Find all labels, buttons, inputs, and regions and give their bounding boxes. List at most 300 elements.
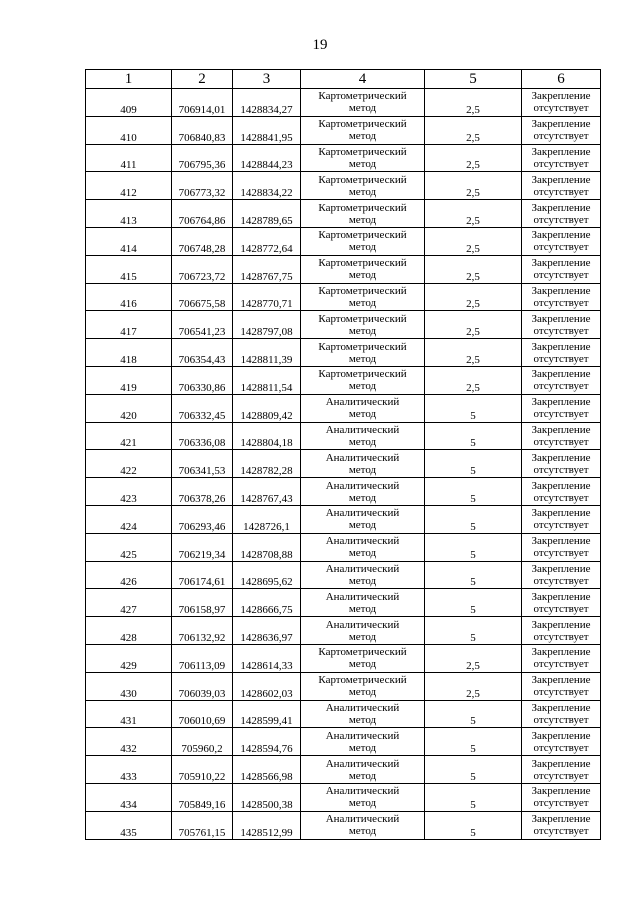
- method-name: Аналитический: [325, 813, 400, 826]
- x-coordinate-cell: 706132,92: [172, 617, 233, 645]
- table-row: [86, 227, 601, 255]
- x-coordinate-cell: 706293,46: [172, 505, 233, 533]
- fixing-label: Закрепление: [531, 368, 591, 381]
- method-cell: [301, 478, 425, 506]
- x-coordinate-cell: 706723,72: [172, 255, 233, 283]
- point-number-cell: 434: [86, 783, 172, 811]
- fixing-label: Закрепление: [531, 785, 591, 798]
- method-name: Аналитический: [325, 701, 400, 714]
- table-row: [86, 783, 601, 811]
- x-coordinate-cell: 706795,36: [172, 144, 233, 172]
- x-coordinate-cell: 706378,26: [172, 478, 233, 506]
- fixing-cell: [522, 533, 601, 561]
- point-number-cell: 421: [86, 422, 172, 450]
- method-name: Аналитический: [325, 785, 400, 798]
- point-number-cell: 420: [86, 394, 172, 422]
- fixing-label: Закрепление: [531, 229, 591, 242]
- fixing-label: Закрепление: [531, 451, 591, 464]
- fixing-label: Закрепление: [531, 618, 591, 631]
- method-name: Аналитический: [325, 396, 400, 409]
- point-number-cell: 410: [86, 116, 172, 144]
- y-coordinate-cell: 1428512,99: [233, 811, 301, 839]
- y-coordinate-cell: 1428614,33: [233, 644, 301, 672]
- table-row: [86, 617, 601, 645]
- fixing-cell: [522, 450, 601, 478]
- method-name: Картометрический: [318, 646, 407, 659]
- fixing-cell: [522, 783, 601, 811]
- y-coordinate-cell: 1428811,39: [233, 339, 301, 367]
- page-number: 19: [312, 37, 328, 53]
- y-coordinate-cell: 1428797,08: [233, 311, 301, 339]
- y-coordinate-cell: 1428782,28: [233, 450, 301, 478]
- accuracy-cell: 5: [425, 422, 522, 450]
- y-coordinate-cell: 1428666,75: [233, 589, 301, 617]
- fixing-cell: [522, 589, 601, 617]
- point-number-cell: 412: [86, 172, 172, 200]
- accuracy-cell: 2,5: [425, 339, 522, 367]
- method-cell: [301, 116, 425, 144]
- x-coordinate-cell: 705849,16: [172, 783, 233, 811]
- method-name: Аналитический: [325, 535, 400, 548]
- method-name: Картометрический: [318, 284, 407, 297]
- accuracy-cell: 5: [425, 505, 522, 533]
- method-name: Картометрический: [318, 229, 407, 242]
- fixing-label: Закрепление: [531, 396, 591, 409]
- column-header: 5: [425, 70, 522, 89]
- table-row: [86, 200, 601, 228]
- y-coordinate-cell: 1428602,03: [233, 672, 301, 700]
- accuracy-cell: 2,5: [425, 116, 522, 144]
- accuracy-cell: 2,5: [425, 672, 522, 700]
- method-cell: [301, 366, 425, 394]
- method-cell: [301, 811, 425, 839]
- y-coordinate-cell: 1428841,95: [233, 116, 301, 144]
- fixing-cell: [522, 728, 601, 756]
- accuracy-cell: 2,5: [425, 227, 522, 255]
- method-name: Картометрический: [318, 90, 407, 103]
- table-row: [86, 450, 601, 478]
- x-coordinate-cell: 706914,01: [172, 89, 233, 117]
- method-cell: [301, 311, 425, 339]
- fixing-status: отсутствует: [533, 547, 589, 560]
- fixing-label: Закрепление: [531, 646, 591, 659]
- method-cell: [301, 144, 425, 172]
- x-coordinate-cell: 705960,2: [172, 728, 233, 756]
- x-coordinate-cell: 706675,58: [172, 283, 233, 311]
- method-word: метод: [348, 797, 377, 810]
- accuracy-cell: 5: [425, 533, 522, 561]
- method-word: метод: [348, 825, 377, 838]
- method-name: Картометрический: [318, 201, 407, 214]
- point-number-cell: 425: [86, 533, 172, 561]
- fixing-label: Закрепление: [531, 562, 591, 575]
- fixing-label: Закрепление: [531, 90, 591, 103]
- fixing-cell: [522, 811, 601, 839]
- y-coordinate-cell: 1428636,97: [233, 617, 301, 645]
- method-cell: [301, 394, 425, 422]
- y-coordinate-cell: 1428834,27: [233, 89, 301, 117]
- x-coordinate-cell: 706332,45: [172, 394, 233, 422]
- table-row: [86, 644, 601, 672]
- method-word: метод: [348, 352, 377, 365]
- table-row: [86, 366, 601, 394]
- table-row: [86, 478, 601, 506]
- method-cell: [301, 422, 425, 450]
- fixing-status: отсутствует: [533, 713, 589, 726]
- column-header: 2: [172, 70, 233, 89]
- fixing-status: отсутствует: [533, 741, 589, 754]
- fixing-cell: [522, 366, 601, 394]
- fixing-cell: [522, 478, 601, 506]
- accuracy-cell: 2,5: [425, 89, 522, 117]
- point-number-cell: 419: [86, 366, 172, 394]
- method-name: Картометрический: [318, 340, 407, 353]
- fixing-status: отсутствует: [533, 241, 589, 254]
- x-coordinate-cell: 706764,86: [172, 200, 233, 228]
- accuracy-cell: 5: [425, 394, 522, 422]
- point-number-cell: 435: [86, 811, 172, 839]
- accuracy-cell: 5: [425, 700, 522, 728]
- fixing-status: отсутствует: [533, 574, 589, 587]
- accuracy-cell: 5: [425, 450, 522, 478]
- fixing-cell: [522, 561, 601, 589]
- x-coordinate-cell: 706158,97: [172, 589, 233, 617]
- y-coordinate-cell: 1428804,18: [233, 422, 301, 450]
- point-number-cell: 426: [86, 561, 172, 589]
- accuracy-cell: 5: [425, 617, 522, 645]
- accuracy-cell: 2,5: [425, 144, 522, 172]
- method-word: метод: [348, 296, 377, 309]
- fixing-label: Закрепление: [531, 312, 591, 325]
- fixing-cell: [522, 227, 601, 255]
- method-cell: [301, 756, 425, 784]
- method-word: метод: [348, 130, 377, 143]
- fixing-cell: [522, 283, 601, 311]
- method-word: метод: [348, 324, 377, 337]
- point-number-cell: 416: [86, 283, 172, 311]
- fixing-cell: [522, 617, 601, 645]
- fixing-label: Закрепление: [531, 729, 591, 742]
- fixing-status: отсутствует: [533, 380, 589, 393]
- fixing-label: Закрепление: [531, 674, 591, 687]
- fixing-status: отсутствует: [533, 491, 589, 504]
- point-number-cell: 409: [86, 89, 172, 117]
- fixing-status: отсутствует: [533, 435, 589, 448]
- method-cell: [301, 89, 425, 117]
- fixing-label: Закрепление: [531, 118, 591, 131]
- column-header: 3: [233, 70, 301, 89]
- fixing-label: Закрепление: [531, 173, 591, 186]
- method-cell: [301, 561, 425, 589]
- accuracy-cell: 5: [425, 756, 522, 784]
- fixing-label: Закрепление: [531, 757, 591, 770]
- fixing-cell: [522, 172, 601, 200]
- method-name: Аналитический: [325, 729, 400, 742]
- accuracy-cell: 2,5: [425, 283, 522, 311]
- fixing-status: отсутствует: [533, 102, 589, 115]
- method-word: метод: [348, 463, 377, 476]
- method-name: Картометрический: [318, 674, 407, 687]
- fixing-status: отсутствует: [533, 630, 589, 643]
- table-row: [86, 172, 601, 200]
- y-coordinate-cell: 1428726,1: [233, 505, 301, 533]
- point-number-cell: 424: [86, 505, 172, 533]
- fixing-cell: [522, 89, 601, 117]
- table-row: [86, 561, 601, 589]
- point-number-cell: 432: [86, 728, 172, 756]
- point-number-cell: 413: [86, 200, 172, 228]
- table-row: [86, 144, 601, 172]
- point-number-cell: 422: [86, 450, 172, 478]
- point-number-cell: 427: [86, 589, 172, 617]
- fixing-cell: [522, 339, 601, 367]
- method-word: метод: [348, 769, 377, 782]
- table-row: [86, 811, 601, 839]
- x-coordinate-cell: 706330,86: [172, 366, 233, 394]
- fixing-status: отсутствует: [533, 130, 589, 143]
- method-word: метод: [348, 602, 377, 615]
- fixing-status: отсутствует: [533, 686, 589, 699]
- fixing-label: Закрепление: [531, 813, 591, 826]
- method-word: метод: [348, 185, 377, 198]
- table-row: [86, 311, 601, 339]
- method-cell: [301, 283, 425, 311]
- method-cell: [301, 533, 425, 561]
- column-header: 6: [522, 70, 601, 89]
- method-cell: [301, 728, 425, 756]
- y-coordinate-cell: 1428566,98: [233, 756, 301, 784]
- fixing-label: Закрепление: [531, 535, 591, 548]
- method-cell: [301, 644, 425, 672]
- x-coordinate-cell: 705761,15: [172, 811, 233, 839]
- method-name: Аналитический: [325, 423, 400, 436]
- accuracy-cell: 2,5: [425, 366, 522, 394]
- y-coordinate-cell: 1428708,88: [233, 533, 301, 561]
- method-cell: [301, 672, 425, 700]
- y-coordinate-cell: 1428789,65: [233, 200, 301, 228]
- fixing-cell: [522, 394, 601, 422]
- y-coordinate-cell: 1428844,23: [233, 144, 301, 172]
- method-word: метод: [348, 574, 377, 587]
- point-number-cell: 423: [86, 478, 172, 506]
- fixing-cell: [522, 700, 601, 728]
- fixing-label: Закрепление: [531, 701, 591, 714]
- point-number-cell: 417: [86, 311, 172, 339]
- accuracy-cell: 5: [425, 811, 522, 839]
- method-word: метод: [348, 435, 377, 448]
- fixing-status: отсутствует: [533, 213, 589, 226]
- fixing-cell: [522, 116, 601, 144]
- accuracy-cell: 2,5: [425, 172, 522, 200]
- method-name: Картометрический: [318, 145, 407, 158]
- table-row: [86, 255, 601, 283]
- fixing-status: отсутствует: [533, 324, 589, 337]
- method-word: метод: [348, 269, 377, 282]
- method-name: Картометрический: [318, 257, 407, 270]
- method-word: метод: [348, 491, 377, 504]
- method-name: Аналитический: [325, 590, 400, 603]
- fixing-status: отсутствует: [533, 185, 589, 198]
- fixing-status: отсутствует: [533, 296, 589, 309]
- fixing-cell: [522, 144, 601, 172]
- fixing-cell: [522, 422, 601, 450]
- method-name: Аналитический: [325, 757, 400, 770]
- fixing-label: Закрепление: [531, 201, 591, 214]
- fixing-status: отсутствует: [533, 408, 589, 421]
- method-word: метод: [348, 102, 377, 115]
- fixing-label: Закрепление: [531, 423, 591, 436]
- method-name: Аналитический: [325, 562, 400, 575]
- method-word: метод: [348, 213, 377, 226]
- coordinates-table: [85, 69, 601, 840]
- method-word: метод: [348, 658, 377, 671]
- x-coordinate-cell: 706113,09: [172, 644, 233, 672]
- column-header: 4: [301, 70, 425, 89]
- table-row: [86, 422, 601, 450]
- point-number-cell: 430: [86, 672, 172, 700]
- fixing-label: Закрепление: [531, 479, 591, 492]
- table-row: [86, 283, 601, 311]
- x-coordinate-cell: 705910,22: [172, 756, 233, 784]
- fixing-status: отсутствует: [533, 157, 589, 170]
- table-row: [86, 533, 601, 561]
- column-header: 1: [86, 70, 172, 89]
- fixing-label: Закрепление: [531, 340, 591, 353]
- fixing-cell: [522, 311, 601, 339]
- y-coordinate-cell: 1428695,62: [233, 561, 301, 589]
- y-coordinate-cell: 1428594,76: [233, 728, 301, 756]
- fixing-cell: [522, 756, 601, 784]
- y-coordinate-cell: 1428500,38: [233, 783, 301, 811]
- method-cell: [301, 339, 425, 367]
- fixing-label: Закрепление: [531, 590, 591, 603]
- x-coordinate-cell: 706174,61: [172, 561, 233, 589]
- y-coordinate-cell: 1428834,22: [233, 172, 301, 200]
- method-name: Аналитический: [325, 507, 400, 520]
- method-word: метод: [348, 713, 377, 726]
- method-cell: [301, 227, 425, 255]
- accuracy-cell: 2,5: [425, 255, 522, 283]
- table-row: [86, 589, 601, 617]
- fixing-status: отсутствует: [533, 352, 589, 365]
- fixing-status: отсутствует: [533, 602, 589, 615]
- accuracy-cell: 5: [425, 589, 522, 617]
- point-number-cell: 428: [86, 617, 172, 645]
- accuracy-cell: 5: [425, 728, 522, 756]
- y-coordinate-cell: 1428767,75: [233, 255, 301, 283]
- method-word: метод: [348, 630, 377, 643]
- accuracy-cell: 2,5: [425, 644, 522, 672]
- method-name: Аналитический: [325, 618, 400, 631]
- method-cell: [301, 783, 425, 811]
- fixing-label: Закрепление: [531, 507, 591, 520]
- x-coordinate-cell: 706010,69: [172, 700, 233, 728]
- table-row: [86, 728, 601, 756]
- table-row: [86, 394, 601, 422]
- method-word: метод: [348, 741, 377, 754]
- point-number-cell: 429: [86, 644, 172, 672]
- table-row: [86, 700, 601, 728]
- fixing-status: отсутствует: [533, 797, 589, 810]
- fixing-status: отсутствует: [533, 658, 589, 671]
- fixing-cell: [522, 505, 601, 533]
- fixing-cell: [522, 255, 601, 283]
- fixing-cell: [522, 672, 601, 700]
- x-coordinate-cell: 706541,23: [172, 311, 233, 339]
- method-word: метод: [348, 519, 377, 532]
- method-word: метод: [348, 686, 377, 699]
- method-name: Картометрический: [318, 118, 407, 131]
- point-number-cell: 414: [86, 227, 172, 255]
- method-word: метод: [348, 408, 377, 421]
- y-coordinate-cell: 1428599,41: [233, 700, 301, 728]
- y-coordinate-cell: 1428767,43: [233, 478, 301, 506]
- x-coordinate-cell: 706840,83: [172, 116, 233, 144]
- method-name: Аналитический: [325, 479, 400, 492]
- y-coordinate-cell: 1428772,64: [233, 227, 301, 255]
- method-cell: [301, 255, 425, 283]
- y-coordinate-cell: 1428811,54: [233, 366, 301, 394]
- fixing-status: отсутствует: [533, 269, 589, 282]
- method-cell: [301, 700, 425, 728]
- x-coordinate-cell: 706748,28: [172, 227, 233, 255]
- x-coordinate-cell: 706354,43: [172, 339, 233, 367]
- fixing-cell: [522, 644, 601, 672]
- fixing-label: Закрепление: [531, 145, 591, 158]
- fixing-label: Закрепление: [531, 257, 591, 270]
- method-name: Аналитический: [325, 451, 400, 464]
- accuracy-cell: 5: [425, 783, 522, 811]
- fixing-status: отсутствует: [533, 769, 589, 782]
- method-cell: [301, 450, 425, 478]
- method-word: метод: [348, 380, 377, 393]
- table-row: [86, 89, 601, 117]
- method-cell: [301, 589, 425, 617]
- accuracy-cell: 5: [425, 561, 522, 589]
- fixing-status: отсутствует: [533, 519, 589, 532]
- method-cell: [301, 617, 425, 645]
- table-header-row: [86, 70, 601, 89]
- accuracy-cell: 2,5: [425, 200, 522, 228]
- table-row: [86, 756, 601, 784]
- table-row: [86, 339, 601, 367]
- fixing-cell: [522, 200, 601, 228]
- accuracy-cell: 5: [425, 478, 522, 506]
- point-number-cell: 433: [86, 756, 172, 784]
- x-coordinate-cell: 706039,03: [172, 672, 233, 700]
- fixing-status: отсутствует: [533, 463, 589, 476]
- x-coordinate-cell: 706219,34: [172, 533, 233, 561]
- table-row: [86, 116, 601, 144]
- fixing-status: отсутствует: [533, 825, 589, 838]
- method-word: метод: [348, 157, 377, 170]
- x-coordinate-cell: 706336,08: [172, 422, 233, 450]
- x-coordinate-cell: 706341,53: [172, 450, 233, 478]
- y-coordinate-cell: 1428770,71: [233, 283, 301, 311]
- table-row: [86, 505, 601, 533]
- method-name: Картометрический: [318, 368, 407, 381]
- method-cell: [301, 172, 425, 200]
- method-cell: [301, 505, 425, 533]
- method-word: метод: [348, 547, 377, 560]
- method-name: Картометрический: [318, 312, 407, 325]
- table-row: [86, 672, 601, 700]
- method-name: Картометрический: [318, 173, 407, 186]
- fixing-label: Закрепление: [531, 284, 591, 297]
- accuracy-cell: 2,5: [425, 311, 522, 339]
- y-coordinate-cell: 1428809,42: [233, 394, 301, 422]
- point-number-cell: 431: [86, 700, 172, 728]
